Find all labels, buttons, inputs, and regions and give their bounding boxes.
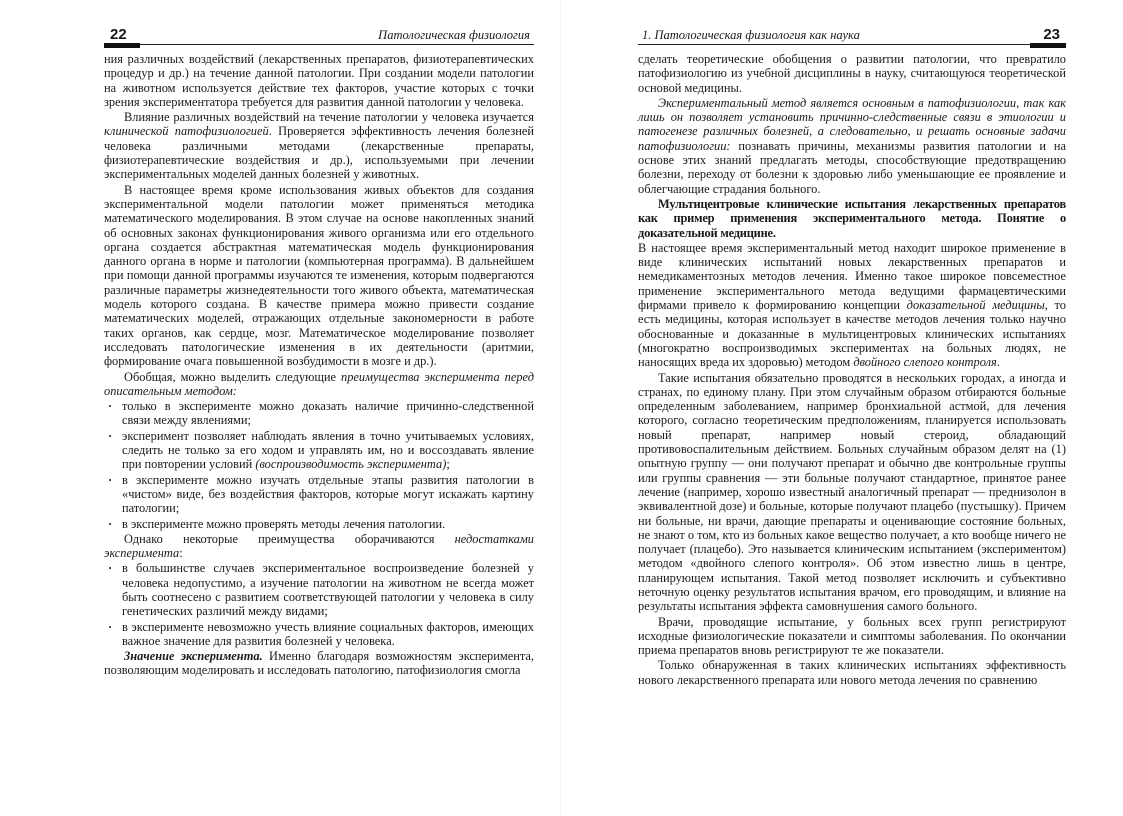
emphasis: преимущества эксперимента перед описательным методом: [104,369,534,398]
paragraph: Врачи, проводящие испытание, у больных всех групп регистрируют исходные физиологические показатели и симптомы заболевания. По окончании приема препаратов вновь регистрируют те же показатели. [638,614,1066,658]
paragraph: Такие испытания обязательно проводятся в нескольких городах, а иногда и странах, по единому плану. При этом случайным образом отбираются больные определенным заболеванием, например бронхиальной астмой, для лечения которого, согласно теоретическим предположениям, планируется использовать новый препарат, например новый стероид, обладающий противовоспалительным действием. Больных случайным образом делят на (1) опытную группу — они получают препарат и обычно две контрольные группы или группы сравнения — эти больные получают стандартное, принятое ранее лечение (например, хорошо известный аналогичный препарат — преднизолон в эквивалентной дозе) и больные, которые получают плацебо (пустышку). Причем ни больные, ни врачи, дающие препараты и оценивающие состояние больных, не знают о том, кто из больных какое вещество получает, а кто вообще ничего не получает (плацебо). Это называется клиническим испытанием (экспериментом) методом «двойного слепого контроля». Об этом известно лишь в центре, планирующем испытания. Такой метод позволяет исключить и субъективно неточную оценку результатов испытания врачом, его проводящим, и влияние на результаты испытания эффекта самовнушения самого больного. [638,370,1066,614]
list-item: · в большинстве случаев экспериментальное воспроизведение болезней у человека недопустимо, а изучение патологии на животном не всегда может быть соотнесено с развитием соответствующей патологии у человека в силу генетических различий между видами; [104,561,534,618]
list-item: · в эксперименте можно проверять методы лечения патологии. [104,517,534,531]
header-rule [104,44,534,45]
right-page [562,0,1123,816]
list-item: · в эксперименте невозможно учесть влияние социальных факторов, имеющих важное значение для развития болезней у человека. [104,620,534,649]
paragraph: Только обнаруженная в таких клинических испытаниях эффективность нового лекарственного препарата или нового метода лечения по сравнению [638,658,1066,687]
header-tab-mark [104,43,140,48]
left-page-body [104,52,534,679]
paragraph: Влияние различных воздействий на течение патологии у человека изучается клинической патофизиологией. Проверяется эффективность лечения болезней человека различными методами (лекарственные препараты, физиотерапевтические воздействия и др.), используемыми при лечении экспериментальных моделей данных болезней у животных. [104,110,534,182]
emphasis: двойного слепого контроля [853,355,997,370]
advantages-list [104,399,534,531]
paragraph: Обобщая, можно выделить следующие преимущества эксперимента перед описательным методом: [104,369,534,398]
paragraph: ния различных воздействий (лекарственных препаратов, физиотерапевтических процедур и др.) на течение данной патологии. При создании модели патологии на животном используется действие тех факторов, участие которых с точки зрения экспериментатора требуется для развития данной патологии у человека. [104,52,534,109]
emphasis: Экспериментальный метод является основным в патофизиологии, так как лишь он позволяет установить причинно-следственные связи в этиологии и патогенезе различных болезней, а следовательно, и решать основные задачи патофизиологии: [638,95,1066,153]
paragraph: Значение эксперимента. Именно благодаря возможностям эксперимента, позволяющим моделировать и исследовать патологию, патофизиология смогла [104,649,535,678]
paragraph: В настоящее время кроме использования живых объектов для создания экспериментальной модели патологии может применяться методика математического моделирования. В этом случае на основе накопленных знаний об основных законах функционирования живого организма или его отдельного органа создается абстрактная математическая модель функционирования данного органа в норме и патологии (компьютерная программа). В дальнейшем при помощи данной программы изучаются те изменения, которым подвергаются различные параметры жизнедеятельности того живого объекта, математическая модель которого создана. В качестве примера можно привести создание математических моделей, отражающих отдельные закономерности в работе таких органов, как сердце, мозг. Математическое моделирование позволяет исследовать патологические изменения в их деятельности (аритмии, формирование очага повышенной возбудимости в мозге и др.). [104,182,534,369]
right-page-header [638,26,1066,48]
list-item: · в эксперименте можно изучать отдельные этапы развития патологии в «чистом» виде, без воздействия факторов, которые могут искажать картину патологии; [104,473,534,516]
emphasis: доказательной медицины [906,298,1045,313]
paragraph: Экспериментальный метод является основным в патофизиологии, так как лишь он позволяет установить причинно-следственные связи в этиологии и патогенезе различных болезней, а следовательно, и решать основные задачи патофизиологии: познавать причины, механизмы развития патологии и на основе этих знаний предлагать методы, способствующие предотвращению болезни, переходу от болезни к здоровью либо уменьшающие ее проявление и облегчающие страдания больного. [638,95,1066,196]
list-item: · только в эксперименте можно доказать наличие причинно-следственной связи между явлениями; [104,399,534,428]
left-page-header [104,26,534,48]
page-number: 22 [110,26,127,43]
page-number: 23 [1043,26,1060,43]
paragraph: В настоящее время экспериментальный метод находит широкое применение в виде клинических испытаний новых лекарственных препаратов и немедикаментозных методов лечения. Именно такое широкое повсеместное применение экспериментального метода ведущими фармацевтическими фирмами привело к формированию концепции доказательной медицины, то есть медицины, которая использует в качестве методов лечения только научно обоснованные и доказанные в мультицентровых клинических испытаниях (многократно воспроизводимых экспериментах на больных людях, не наносящих вреда их здоровью) методом двойного слепого контроля. [638,240,1066,370]
running-head: 1. Патологическая физиология как наука [642,28,860,42]
emphasis: клинической патофизиологией [104,124,269,139]
emphasis: недостатками эксперимента [104,531,534,561]
emphasis: (воспроизводимость эксперимента) [255,457,447,472]
left-page [0,0,561,816]
header-rule [638,44,1066,45]
section-heading: Мультицентровые клинические испытания лекарственных препаратов как пример применения экспериментального метода. Понятие о доказательной медицине. [638,196,1066,240]
section-heading: Значение эксперимента. [124,649,263,664]
running-head: Патологическая физиология [378,28,530,42]
disadvantages-list [104,561,534,648]
paragraph: Однако некоторые преимущества оборачиваются недостатками эксперимента: [104,531,534,561]
list-item: · эксперимент позволяет наблюдать явления в точно учитываемых условиях, следить не только за его ходом и управлять им, но и воссоздавать явление при повторении условий (воспроизводимость эксперимента); [104,429,534,472]
paragraph: сделать теоретические обобщения о развитии патологии, что превратило патофизиологию из учебной дисциплины в науку, считающуюся теоретической основой медицины. [638,52,1066,95]
header-tab-mark [1030,43,1066,48]
right-page-body [638,52,1066,688]
